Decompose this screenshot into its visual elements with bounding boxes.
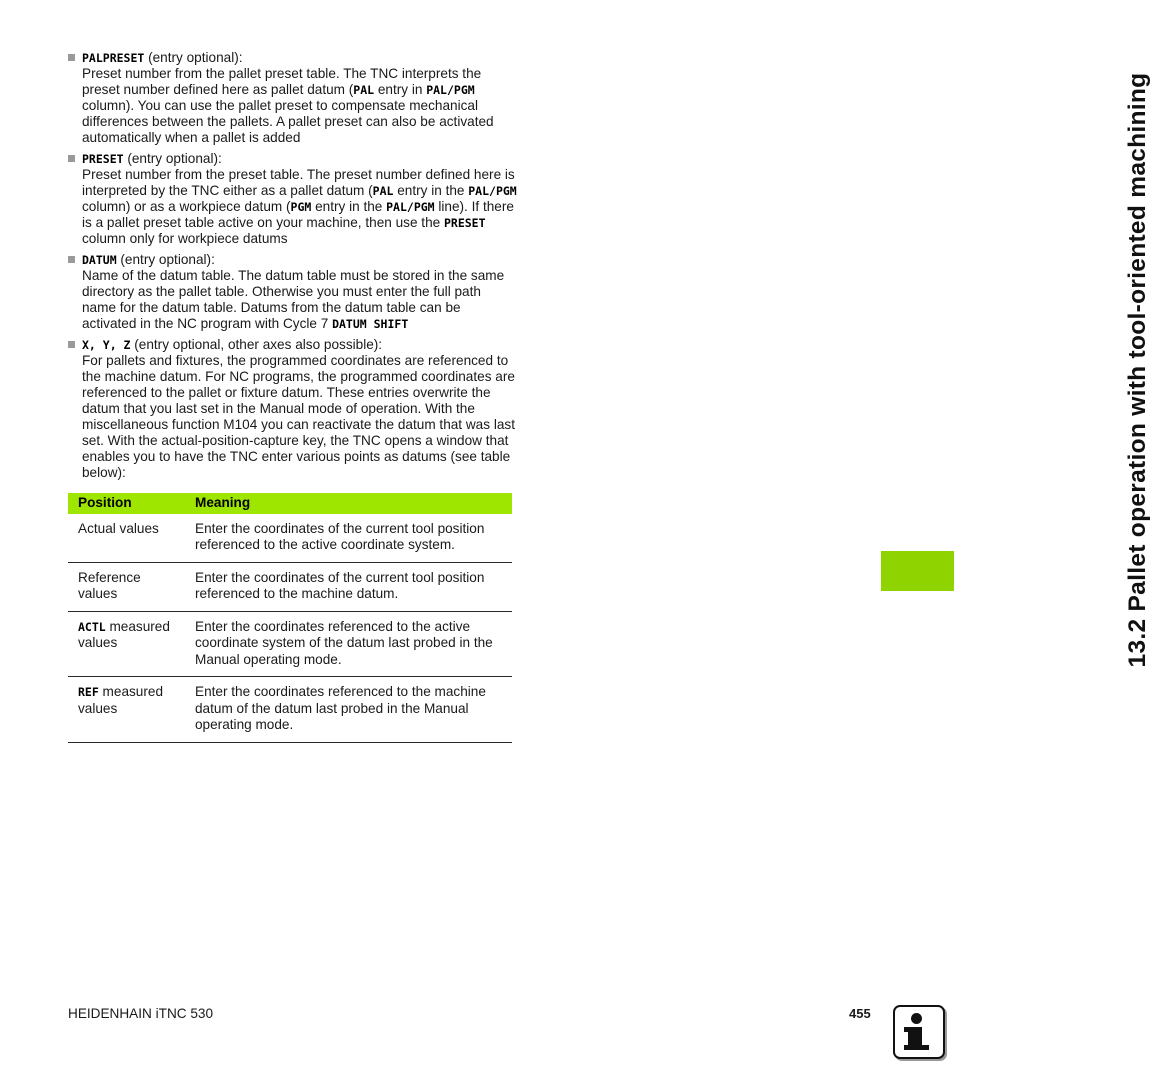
- square-bullet-icon: [68, 155, 75, 162]
- chapter-side-title: 13.2 Pallet operation with tool-oriented machining: [1124, 72, 1151, 668]
- inline-code: PAL/PGM: [426, 83, 475, 97]
- inline-text: line). If there is a pallet preset table active on your machine, then use the: [82, 199, 514, 230]
- footer-product-name: HEIDENHAIN iTNC 530: [68, 1006, 214, 1021]
- entry-list: [68, 50, 518, 486]
- meaning-cell: Enter the coordinates referenced to the active coordinate system of the datum last probed in the Manual operating mode.: [185, 611, 512, 677]
- position-text: Actual values: [78, 520, 159, 536]
- square-bullet-icon: [68, 341, 75, 348]
- position-code: ACTL: [78, 619, 106, 634]
- position-code: REF: [78, 685, 99, 699]
- position-text: Reference values: [78, 569, 141, 601]
- position-cell: [68, 611, 185, 677]
- list-item: [68, 50, 518, 146]
- entry-description: [82, 167, 517, 246]
- entry-suffix: (entry optional):: [116, 252, 215, 267]
- field-code: PRESET: [82, 152, 124, 166]
- table-row: [68, 514, 512, 563]
- entry-suffix: (entry optional):: [144, 50, 243, 65]
- position-cell: [68, 514, 185, 563]
- inline-code: DATUM SHIFT: [332, 317, 409, 331]
- inline-code: PRESET: [443, 216, 486, 230]
- inline-text: For pallets and fixtures, the programmed coordinates are referenced to the machine datum. For NC programs, the programmed coordinates are referenced to the pallet or fixture datum. These entries overwrite the datum that you last set in the Manual mode of operation. With the miscellaneous function M104 you can reactivate the datum that was last set. With the actual-position-capture key, the TNC opens a window that enables you to have the TNC enter various points as datums (see table below):: [82, 353, 515, 480]
- list-item: [68, 252, 518, 332]
- inline-code: PAL: [372, 184, 394, 198]
- inline-code: PAL/PGM: [386, 200, 435, 214]
- inline-text: entry in the: [393, 183, 469, 198]
- inline-code: PAL: [353, 83, 375, 97]
- position-text: measured values: [78, 618, 170, 650]
- position-text: measured values: [78, 684, 164, 716]
- meaning-cell: Enter the coordinates referenced to the machine datum of the datum last probed in the Manual operating mode.: [185, 677, 512, 743]
- field-code: X, Y, Z: [82, 338, 131, 352]
- entry-description: [82, 66, 494, 145]
- info-icon: [893, 1005, 945, 1059]
- list-item: [68, 337, 518, 481]
- list-item: [68, 151, 518, 247]
- entry-suffix: (entry optional, other axes also possible):: [130, 337, 383, 352]
- inline-text: Name of the datum table. The datum table must be stored in the same directory as the pallet table. Otherwise you must enter the full path name for the datum table. Datums from the datum table can be activated in the NC program with Cycle 7: [82, 268, 505, 331]
- table-row: [68, 611, 512, 677]
- inline-text: column only for workpiece datums: [82, 231, 288, 246]
- inline-text: Preset number from the pallet preset table. The TNC interprets the preset number defined here as pallet datum (: [82, 66, 482, 97]
- table-row: [68, 677, 512, 743]
- meaning-cell: Enter the coordinates of the current tool position referenced to the machine datum.: [185, 562, 512, 611]
- entry-suffix: (entry optional):: [123, 151, 222, 166]
- inline-text: column) or as a workpiece datum (: [82, 199, 291, 214]
- field-code: PALPRESET: [82, 51, 145, 65]
- table-row: [68, 562, 512, 611]
- table-header-row: [68, 493, 512, 514]
- entry-description: [82, 268, 504, 331]
- position-cell: [68, 677, 185, 743]
- inline-code: PGM: [290, 200, 312, 214]
- meaning-cell: Enter the coordinates of the current tool position referenced to the active coordinate system.: [185, 514, 512, 563]
- inline-text: Preset number from the preset table. The preset number defined here is interpreted by the TNC either as a pallet datum (: [82, 167, 515, 198]
- field-code: DATUM: [82, 253, 117, 267]
- inline-text: entry in: [374, 82, 427, 97]
- position-meaning-table: [68, 493, 512, 743]
- entry-description: [82, 353, 515, 480]
- square-bullet-icon: [68, 256, 75, 263]
- inline-text: column). You can use the pallet preset to compensate mechanical differences between the pallets. A pallet preset can also be activated automatically when a pallet is added: [82, 98, 494, 145]
- inline-text: entry in the: [311, 199, 387, 214]
- column-header-meaning: Meaning: [185, 493, 512, 514]
- column-header-position: Position: [68, 493, 185, 514]
- inline-code: PAL/PGM: [468, 184, 517, 198]
- square-bullet-icon: [68, 54, 75, 61]
- page-number: 455: [849, 1006, 871, 1021]
- position-cell: [68, 562, 185, 611]
- chapter-tab: [881, 551, 954, 591]
